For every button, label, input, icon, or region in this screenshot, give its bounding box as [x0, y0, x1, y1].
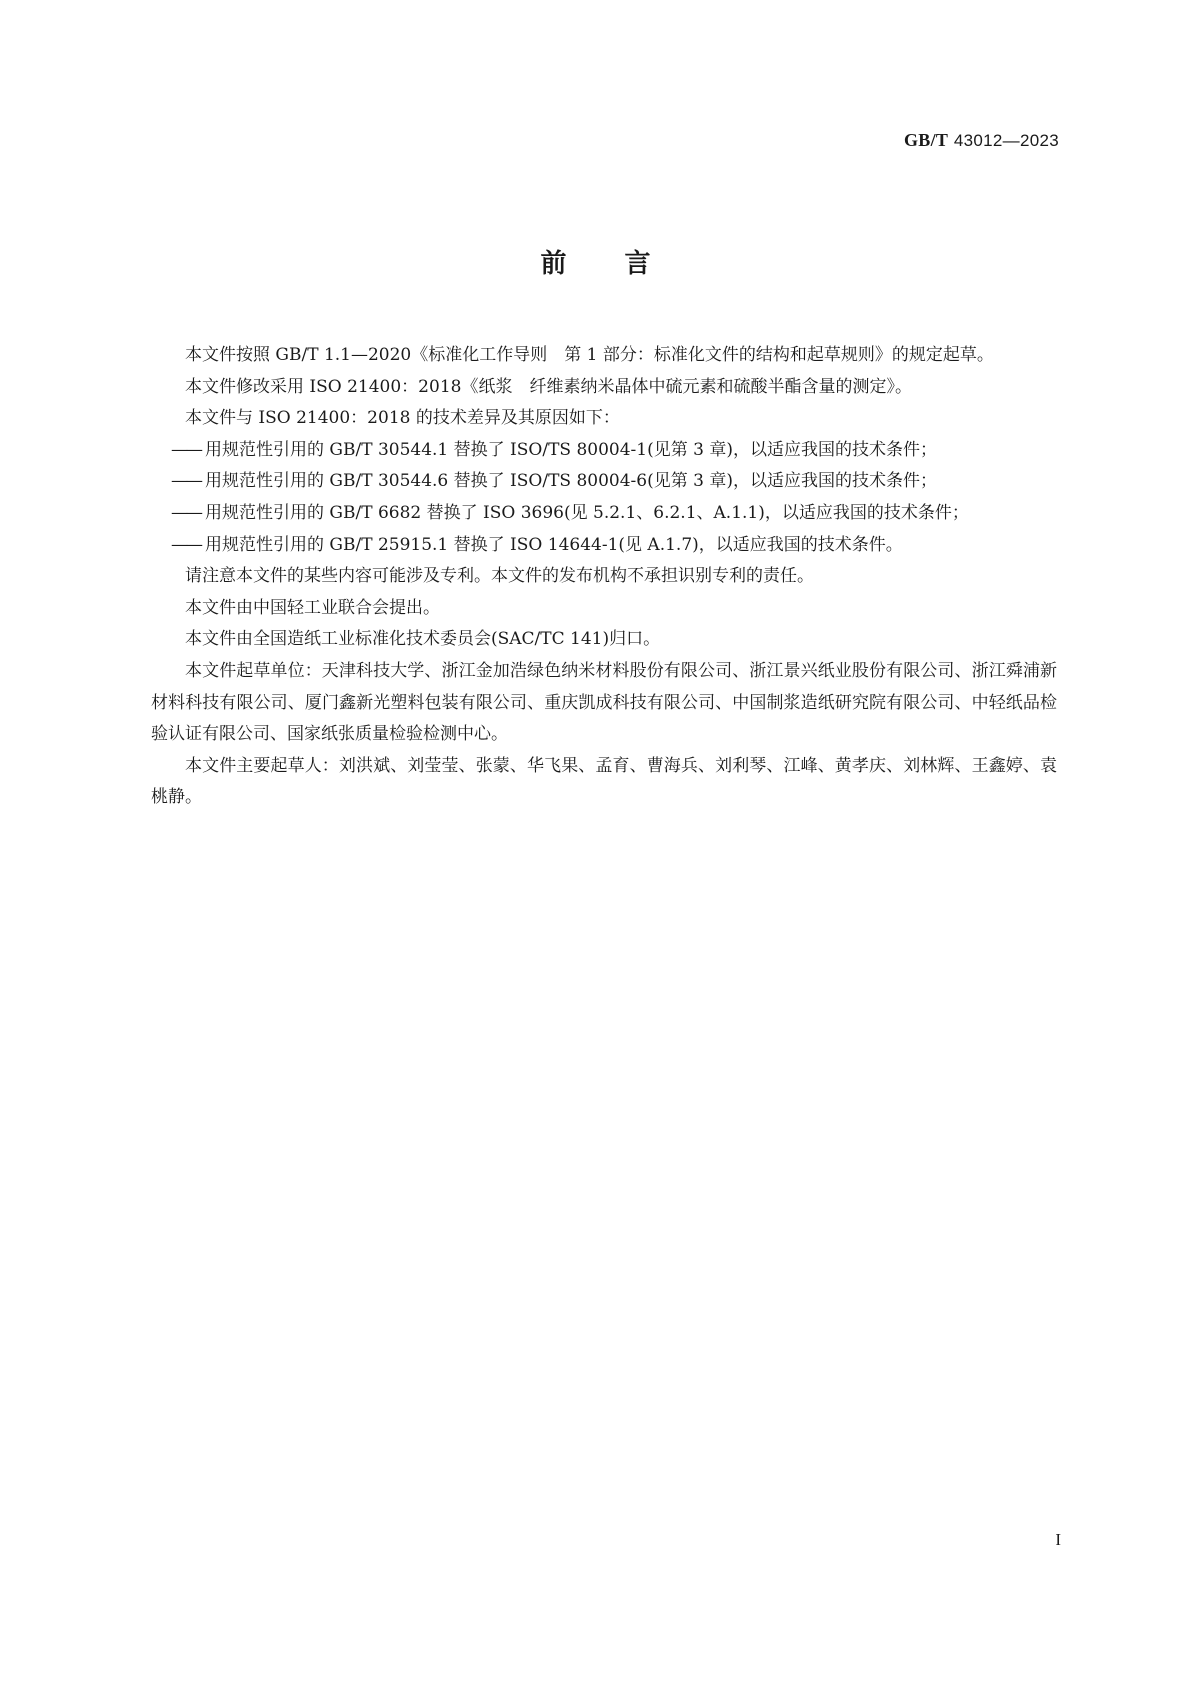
standard-number	[904, 130, 1059, 151]
paragraph: 请注意本文件的某些内容可能涉及专利。本文件的发布机构不承担识别专利的责任。	[185, 566, 814, 587]
dash-marker: ——	[171, 534, 201, 555]
paragraph: 本文件起草单位：天津科技大学、浙江金加浩绿色纳米材料股份有限公司、浙江景兴纸业股份有限公司、浙江舜浦新材料科技有限公司、厦门鑫新光塑料包装有限公司、重庆凯成科技有限公司、中国制浆造纸研究院有限公司、中轻纸品检验认证有限公司、国家纸张质量检验检测中心。	[151, 660, 1057, 745]
dash-marker: ——	[171, 502, 201, 523]
standard-code: 43012—2023	[953, 131, 1059, 150]
dash-marker: ——	[171, 471, 201, 492]
foreword-body	[151, 340, 1057, 814]
list-item-text: 用规范性引用的 GB/T 30544.1 替换了 ISO/TS 80004-1(见第 3 章)，以适应我国的技术条件；	[205, 439, 937, 460]
title-char-1: 前	[540, 249, 567, 279]
paragraph: 本文件由全国造纸工业标准化技术委员会(SAC/TC 141)归口。	[185, 629, 661, 650]
list-item	[151, 498, 1057, 530]
page-number: I	[1055, 1530, 1061, 1549]
list-item	[151, 466, 1057, 498]
dash-marker: ——	[171, 439, 201, 460]
paragraph: 本文件与 ISO 21400：2018 的技术差异及其原因如下：	[185, 408, 620, 429]
title-char-2: 言	[624, 249, 651, 279]
paragraph: 本文件由中国轻工业联合会提出。	[185, 597, 440, 618]
list-item-text: 用规范性引用的 GB/T 6682 替换了 ISO 3696(见 5.2.1、6.2.1、A.1.1)，以适应我国的技术条件；	[205, 502, 969, 523]
page-title	[0, 243, 1191, 280]
paragraph: 本文件修改采用 ISO 21400：2018《纸浆 纤维素纳米晶体中硫元素和硫酸半酯含量的测定》。	[185, 376, 912, 397]
list-item	[151, 530, 1057, 562]
list-item	[151, 435, 1057, 467]
paragraph: 本文件主要起草人：刘洪斌、刘莹莹、张蒙、华飞果、孟育、曹海兵、刘利琴、江峰、黄孝庆、刘林辉、王鑫婷、袁桃静。	[151, 755, 1057, 808]
standard-prefix: GB/T	[903, 130, 949, 150]
list-item-text: 用规范性引用的 GB/T 25915.1 替换了 ISO 14644-1(见 A.1.7)，以适应我国的技术条件。	[205, 534, 903, 555]
list-item-text: 用规范性引用的 GB/T 30544.6 替换了 ISO/TS 80004-6(见第 3 章)，以适应我国的技术条件；	[205, 471, 937, 492]
paragraph: 本文件按照 GB/T 1.1—2020《标准化工作导则 第 1 部分：标准化文件的结构和起草规则》的规定起草。	[185, 345, 994, 365]
